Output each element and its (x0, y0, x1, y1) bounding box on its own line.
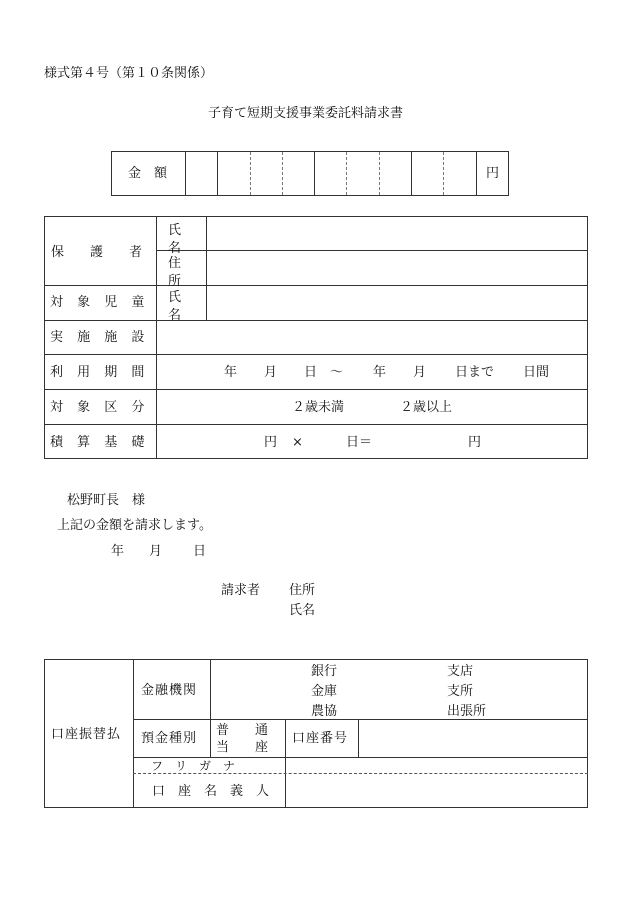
account-holder-input[interactable] (286, 774, 587, 807)
amount-label: 金 額 (128, 166, 168, 181)
category-label: 対 象 区 分 (50, 400, 150, 415)
account-number-label: 口座番号 (292, 731, 349, 746)
period-year-1: 年 (224, 365, 238, 380)
requester-label: 請求者 (221, 583, 261, 598)
period-until: 日まで (455, 365, 495, 380)
child-label: 対 象 児 童 (50, 295, 150, 310)
row-line (44, 424, 588, 425)
category-over-2[interactable]: ２歳以上 (400, 400, 453, 415)
amount-divider (476, 151, 477, 196)
guardian-label (51, 246, 142, 259)
calc-label: 積 算 基 礎 (50, 435, 150, 450)
row-line (44, 389, 588, 390)
amount-divider (185, 151, 186, 196)
amount-unit: 円 (486, 166, 500, 181)
calc-unit-yen: 円 (264, 435, 278, 450)
guardian-name-label: 氏 名 (168, 223, 182, 256)
guardian-address-input[interactable] (207, 251, 587, 284)
page-title: 子育て短期支援事業委託料請求書 (208, 106, 404, 121)
period-tilde: ～ (330, 365, 344, 380)
account-holder-label: 口 座 名 義 人 (152, 784, 270, 799)
period-label: 利 用 期 間 (50, 365, 150, 380)
facility-input[interactable] (157, 321, 587, 353)
furigana-label: フ リ ガ ナ (151, 759, 236, 773)
child-name-input[interactable] (207, 286, 587, 319)
requester-address-label: 住所 (289, 583, 316, 598)
date-day: 日 (193, 544, 207, 559)
amount-input[interactable] (218, 152, 475, 195)
col-line (210, 659, 211, 757)
category-under-2[interactable]: ２歳未満 (292, 400, 345, 415)
calc-times: × (292, 435, 303, 450)
bank-type-bank[interactable]: 銀行 (311, 664, 338, 679)
date-month: 月 (149, 544, 163, 559)
requester-name-label: 氏名 (289, 603, 316, 618)
date-year: 年 (111, 544, 125, 559)
calc-days-eq: 日＝ (346, 435, 373, 450)
addressee: 松野町長 様 (67, 493, 146, 508)
deposit-toza[interactable]: 当 座 (216, 740, 269, 755)
branch-type-office[interactable]: 支所 (447, 684, 474, 699)
period-days: 日間 (523, 365, 550, 380)
period-month-2: 月 (413, 365, 427, 380)
deposit-type-label: 預金種別 (141, 731, 198, 746)
guardian-address-label: 住 所 (168, 256, 182, 289)
col-line (133, 659, 134, 808)
form-number: 様式第４号（第１０条関係） (44, 66, 214, 81)
deposit-futsu[interactable]: 普 通 (216, 723, 269, 738)
guardian-name-input[interactable] (207, 217, 587, 249)
period-month-1: 月 (264, 365, 278, 380)
bank-type-nokyo[interactable]: 農協 (311, 704, 338, 719)
child-name-label: 氏 名 (168, 290, 182, 323)
branch-type-branch[interactable]: 支店 (447, 664, 474, 679)
request-text: 上記の金額を請求します。 (57, 518, 212, 533)
transfer-label: 口座振替払 (51, 727, 122, 742)
furigana-input[interactable] (286, 758, 587, 772)
account-number-input[interactable] (359, 720, 587, 756)
branch-type-sub-office[interactable]: 出張所 (447, 704, 487, 719)
institution-label: 金融機関 (141, 683, 198, 698)
period-day-1: 日 (304, 365, 318, 380)
row-line (44, 354, 588, 355)
calc-total-yen: 円 (468, 435, 482, 450)
guardian-label-text: 保 護 者 (51, 245, 143, 260)
facility-label: 実 施 施 設 (50, 330, 150, 345)
bank-type-shinkin[interactable]: 金庫 (311, 684, 338, 699)
period-year-2: 年 (373, 365, 387, 380)
